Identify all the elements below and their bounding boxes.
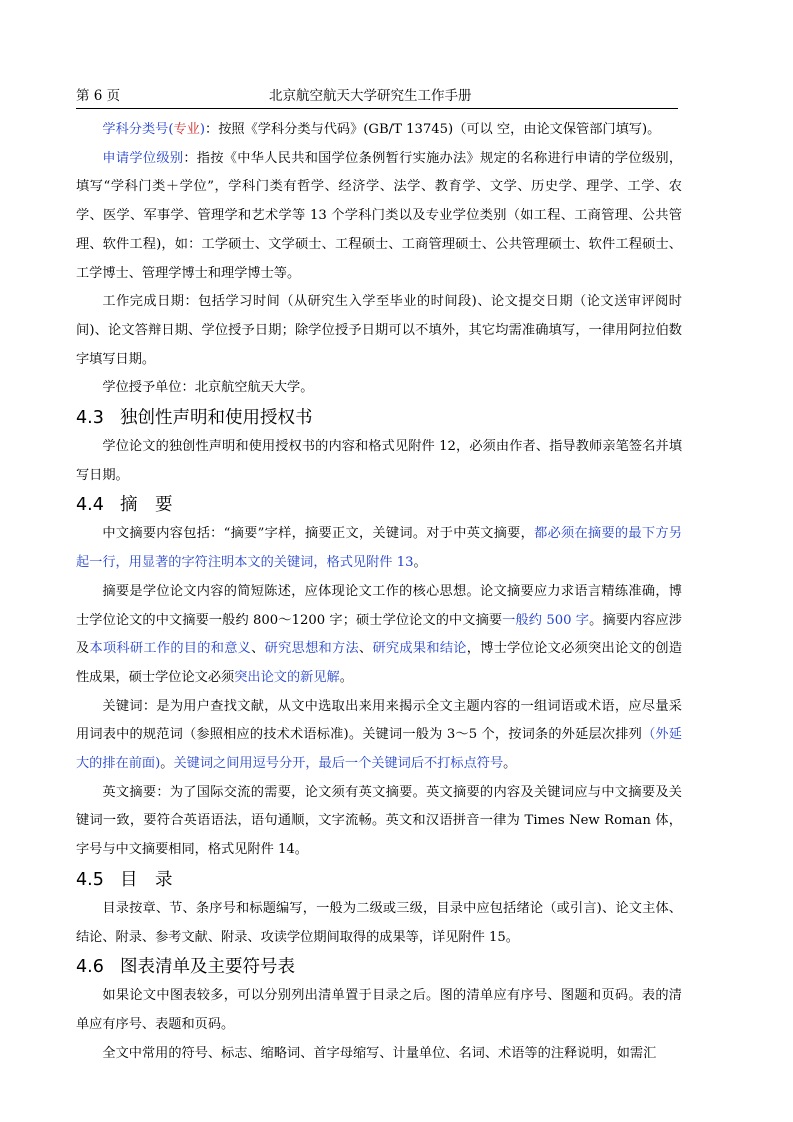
body-text: 。 [503,756,517,772]
paragraph-table-of-contents: 目录按章、节、条序号和标题编写，一般为二级或三级，目录中应包括绪论（或引言)、论文主体、结论、附录、参考文献、附录、攻读学位期间取得的成果等，详见附件 15。 [76,900,682,945]
section-number: 4.6 [76,957,104,978]
paragraph-abstract-length [76,578,682,693]
body-text: 关键词：是为用户查找文献，从文中选取出来用来揭示全文主题内容的一组词语或术语，应尽量采用词表中的规范词（参照相应的技术术语标准)。关键词一般为 3～5 个，按词条的外延层次排列 [76,698,682,743]
section-number: 4.4 [76,495,104,516]
highlight-text: （外延大的排在前面) [76,727,682,772]
document-body [76,116,682,1068]
section-number: 4.5 [76,869,104,890]
paragraph-originality: 学位论文的独创性声明和使用授权书的内容和格式见附件 12，必须由作者、指导教师亲笔签名并填写日期。 [76,439,682,483]
section-heading-4-3 [76,403,682,433]
body-text: 。 [160,756,174,772]
section-title: 图表清单及主要符号表 [120,957,295,978]
section-title: 目 录 [120,869,173,890]
paragraph-awarding-unit: 学位授予单位：北京航空航天大学。 [102,380,314,396]
paragraph-keywords [76,693,682,779]
body-text: ：按照《学科分类与代码》(GB/T 13745)（可以 空，由论文保管部门填写)。 [205,122,661,137]
paragraph-degree-level [76,145,682,289]
highlight-text: 本项科研工作的目的和意义 [89,641,252,657]
page-number: 第 6 页 [76,88,121,104]
section-number: 4.3 [76,408,104,429]
paragraph-figure-list: 如果论文中图表较多，可以分别列出清单置于目录之后。图的清单应有序号、图题和页码。表的清单应有序号、表题和页码。 [76,988,682,1032]
highlight-text: 研究成果和结论 [372,641,467,657]
body-text: 中文摘要内容包括：“摘要”字样，摘要正文，关键词。对于中英文摘要， [102,526,535,542]
highlight-text: 学科分类号( [102,122,174,137]
paragraph-subject-code [76,116,682,145]
highlight-text: 突出论文的新见解 [234,669,340,685]
body-text: 、 [358,641,373,657]
body-text: 、 [251,641,265,657]
highlight-text-red: 专业 [173,122,200,137]
body-text: 。 [413,555,427,571]
handbook-title: 北京航空航天大学研究生工作手册 [269,88,472,104]
highlight-text: 一般约 500 字 [502,612,590,628]
section-heading-4-5 [76,865,682,895]
highlight-text: ) [199,122,206,137]
highlight-text: 申请学位级别 [102,150,184,166]
paragraph-english-abstract: 英文摘要：为了国际交流的需要，论文须有英文摘要。英文摘要的内容及关键词应与中文摘要及关键词一致，要符合英语语法，语句通顺，文字流畅。英文和汉语拼音一律为 Times New Roman 体，字号与中文摘要相同，格式见附件 14。 [76,784,682,858]
section-title: 独创性声明和使用授权书 [120,408,313,429]
body-text: ，博士学位论文必须突出论文的创造性成果，硕士学位论文必须 [76,641,683,685]
highlight-text: 关键词之间用逗号分开，最后一个关键词后不打标点符号 [173,756,504,772]
paragraph-completion-date: 工作完成日期：包括学习时间（从研究生入学至毕业的时间段)、论文提交日期（论文送审评阅时间)、论文答辩日期、学位授予日期；除学位授予日期可以不填外，其它均需准确填写，一律用阿拉伯数字填写日期。 [76,294,682,367]
body-text: 。 [339,669,353,685]
page-header [76,86,678,109]
paragraph-symbol-list: 全文中常用的符号、标志、缩略词、首字母缩写、计量单位、名词、术语等的注释说明，如需汇 [102,1045,657,1061]
section-heading-4-6 [76,952,682,982]
body-text: 摘要是学位论文内容的简短陈述，应体现论文工作的核心思想。论文摘要应力求语言精练准确，博士学位论文的中文摘要一般约 800～1200 字；硕士学位论文的中文摘要 [76,583,682,628]
highlight-text: 研究思想和方法 [264,641,359,657]
highlight-text: 都必须在摘要的最下方另起一行，用显著的字符注明本文的关键词，格式见附件 13 [76,526,683,571]
body-text: 。摘要内容应涉及 [76,612,682,657]
body-text: ：指按《中华人民共和国学位条例暂行实施办法》规定的名称进行申请的学位级别，填写“学科门类＋学位”，学科门类有哲学、经济学、法学、教育学、文学、历史学、理学、工学、农学、医学、军事学、管理学和艺术学等 13 个学科门类以及专业学位类别（如工程、工商管理、公共管理、软件工程)，如：工学硕士、文学硕士、工程硕士、工商管理硕士、公共管理硕士、软件工程硕士、工学博士、管理学博士和理学博士等。 [76,150,683,281]
section-heading-4-4 [76,490,682,520]
section-title: 摘 要 [120,495,173,516]
paragraph-abstract-content [76,520,682,577]
